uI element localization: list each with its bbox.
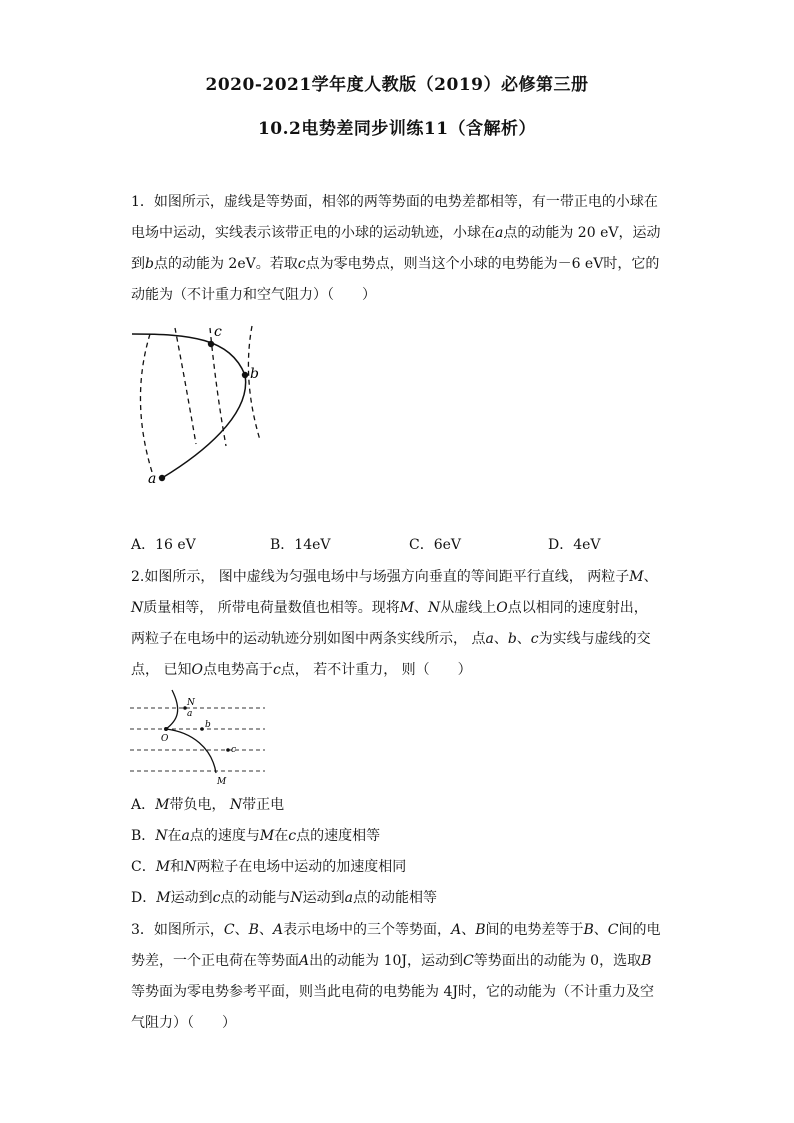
q1-line-3: 到b点的动能为 2eV。若取c点为零电势点，则当这个小球的电势能为－6 eV时，它的 bbox=[131, 256, 660, 272]
q1-line-4: 动能为（不计重力和空气阻力）（ ） bbox=[131, 287, 376, 303]
point-a bbox=[159, 475, 165, 481]
q2-figure bbox=[130, 690, 270, 790]
label-a: a bbox=[187, 709, 193, 719]
point-b bbox=[242, 372, 248, 378]
q2-option-b[interactable]: B．N在a点的速度与M在c点的速度相等 bbox=[131, 828, 381, 844]
q2-option-d[interactable]: D．M运动到c点的动能与N运动到a点的动能相等 bbox=[131, 890, 438, 906]
label-M: M bbox=[217, 777, 227, 787]
q2-line-4: 点， 已知O点电势高于c点， 若不计重力， 则（ ） bbox=[131, 662, 472, 678]
q1-line-1: 1．如图所示，虚线是等势面，相邻的两等势面的电势差都相等，有一带正电的小球在 bbox=[131, 194, 658, 210]
q1-line-2: 电场中运动，实线表示该带正电的小球的运动轨迹，小球在a点的动能为 20 eV，运动 bbox=[131, 225, 661, 241]
q1-option-d[interactable]: D．4eV bbox=[548, 537, 601, 553]
q1-option-c[interactable]: C．6eV bbox=[409, 537, 462, 553]
q3-line-3: 等势面为零电势参考平面，则当此电荷的电势能为 4J时，它的动能为（不计重力及空 bbox=[131, 984, 654, 1000]
q3-line-1: 3．如图所示，C、B、A表示电场中的三个等势面，A、B间的电势差等于B、C间的电 bbox=[131, 922, 661, 938]
q2-option-c[interactable]: C．M和N两粒子在电场中运动的加速度相同 bbox=[131, 859, 407, 875]
q1-option-b[interactable]: B．14eV bbox=[270, 537, 331, 553]
q3-line-4: 气阻力）（ ） bbox=[131, 1015, 236, 1031]
q2-line-2: N质量相等， 所带电荷量数值也相等。现将M、N从虚线上O点以相同的速度射出， bbox=[131, 600, 648, 616]
label-O: O bbox=[161, 734, 169, 744]
equipotential-line-4 bbox=[248, 326, 260, 440]
equipotential-line-1 bbox=[140, 334, 152, 472]
point-O bbox=[164, 727, 168, 731]
label-c: c bbox=[231, 745, 237, 755]
label-b: b bbox=[205, 720, 211, 730]
point-c bbox=[208, 341, 214, 347]
q1-figure bbox=[130, 320, 270, 490]
point-c bbox=[226, 748, 230, 752]
q2-line-3: 两粒子在电场中的运动轨迹分别如图中两条实线所示， 点a、b、c为实线与虚线的交 bbox=[131, 631, 651, 647]
q1-option-a[interactable]: A．16 eV bbox=[131, 537, 196, 553]
equipotential-line-2 bbox=[175, 328, 196, 444]
label-c: c bbox=[214, 324, 222, 340]
label-N: N bbox=[187, 698, 195, 708]
label-b: b bbox=[250, 366, 259, 382]
point-b bbox=[200, 727, 204, 731]
q3-line-2: 势差，一个正电荷在等势面A出的动能为 10J，运动到C等势面出的动能为 0，选取B bbox=[131, 953, 652, 969]
document-title: 2020-2021学年度人教版（2019）必修第三册 bbox=[205, 75, 589, 95]
trajectory-M bbox=[166, 729, 216, 773]
q2-line-1: 2.如图所示， 图中虚线为匀强电场中与场强方向垂直的等间距平行直线， 两粒子M、 bbox=[131, 569, 658, 585]
label-a: a bbox=[148, 471, 157, 487]
trajectory-curve bbox=[132, 334, 246, 478]
q2-option-a[interactable]: A．M带负电， N带正电 bbox=[131, 797, 285, 813]
trajectory-N bbox=[166, 690, 178, 729]
document-subtitle: 10.2电势差同步训练11（含解析） bbox=[257, 119, 537, 139]
